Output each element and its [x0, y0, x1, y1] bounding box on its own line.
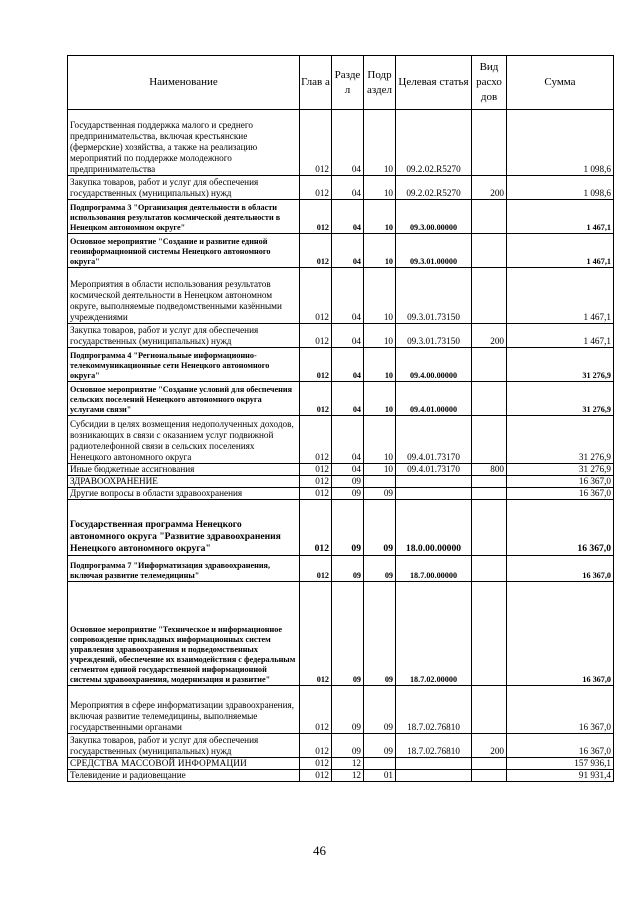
table-row [68, 476, 614, 488]
cell-sum: 16 367,0 [507, 734, 614, 758]
cell-razdel: 04 [332, 268, 364, 324]
cell-vid [472, 234, 507, 268]
cell-razdel: 04 [332, 382, 364, 416]
cell-podrazdel: 09 [364, 556, 396, 582]
cell-glava: 012 [300, 556, 332, 582]
cell-glava: 012 [300, 758, 332, 770]
cell-target: 09.4.01.73170 [396, 464, 472, 476]
cell-name: Основное мероприятие "Создание и развитие единой геоинформационной системы Ненецкого автономного округа" [68, 234, 300, 268]
cell-vid: 200 [472, 734, 507, 758]
cell-name: Государственная программа Ненецкого автономного округа "Развитие здравоохранения Ненецкого автономного округа" [68, 500, 300, 556]
cell-vid [472, 758, 507, 770]
table-row [68, 268, 614, 324]
cell-vid [472, 556, 507, 582]
cell-glava: 012 [300, 176, 332, 200]
cell-target: 09.3.01.73150 [396, 324, 472, 348]
header-razdel: Разде л [332, 56, 364, 110]
cell-razdel: 04 [332, 464, 364, 476]
cell-glava: 012 [300, 416, 332, 464]
cell-sum: 157 936,1 [507, 758, 614, 770]
cell-name: Телевидение и радиовещание [68, 770, 300, 782]
cell-podrazdel: 09 [364, 734, 396, 758]
cell-target: 09.2.02.R5270 [396, 110, 472, 176]
cell-razdel: 12 [332, 770, 364, 782]
cell-razdel: 04 [332, 234, 364, 268]
table-row [68, 348, 614, 382]
cell-target [396, 758, 472, 770]
cell-name: Мероприятия в сфере информатизации здравоохранения, включая развитие телемедицины, выполняемые государственными органами [68, 686, 300, 734]
cell-name: Подпрограмма 4 "Региональные информационно-телекоммуникационные сети Ненецкого автономного округа" [68, 348, 300, 382]
table-row [68, 758, 614, 770]
cell-podrazdel: 09 [364, 686, 396, 734]
cell-target [396, 488, 472, 500]
cell-name: Основное мероприятие "Техническое и информационное сопровождение прикладных информационных систем управления здравоохранения и подведомственных учреждений, обеспечение их взаимодействия с федеральным сегментом единой государственной информационной системы здравоохранения, модернизация и развитие" [68, 582, 300, 686]
cell-target: 18.0.00.00000 [396, 500, 472, 556]
cell-razdel: 12 [332, 758, 364, 770]
cell-razdel: 04 [332, 110, 364, 176]
cell-name: Основное мероприятие "Создание условий для обеспечения сельских поселений Ненецкого автономного округа услугами связи" [68, 382, 300, 416]
cell-vid [472, 686, 507, 734]
cell-target: 09.3.00.00000 [396, 200, 472, 234]
header-vid: Вид расхо дов [472, 56, 507, 110]
cell-sum: 16 367,0 [507, 686, 614, 734]
cell-razdel: 04 [332, 348, 364, 382]
cell-glava: 012 [300, 488, 332, 500]
cell-sum: 1 467,1 [507, 324, 614, 348]
cell-target: 09.2.02.R5270 [396, 176, 472, 200]
table-row [68, 556, 614, 582]
cell-glava: 012 [300, 734, 332, 758]
cell-target: 18.7.02.00000 [396, 582, 472, 686]
cell-glava: 012 [300, 770, 332, 782]
cell-podrazdel: 10 [364, 176, 396, 200]
cell-sum: 1 467,1 [507, 234, 614, 268]
cell-vid [472, 268, 507, 324]
cell-sum: 31 276,9 [507, 416, 614, 464]
cell-glava: 012 [300, 500, 332, 556]
header-name: Наименование [68, 56, 300, 110]
cell-razdel: 09 [332, 734, 364, 758]
cell-sum: 31 276,9 [507, 382, 614, 416]
cell-sum: 1 467,1 [507, 268, 614, 324]
cell-name: Подпрограмма 7 "Информатизация здравоохранения, включая развитие телемедицины" [68, 556, 300, 582]
page-number: 46 [313, 843, 326, 858]
cell-podrazdel [364, 758, 396, 770]
cell-sum: 16 367,0 [507, 582, 614, 686]
table-row [68, 324, 614, 348]
cell-podrazdel: 10 [364, 110, 396, 176]
cell-vid [472, 488, 507, 500]
cell-target: 09.4.01.00000 [396, 382, 472, 416]
cell-target: 09.3.01.00000 [396, 234, 472, 268]
cell-name: Подпрограмма 3 "Организация деятельности в области использования результатов космической деятельности в Ненецком автономном округе" [68, 200, 300, 234]
cell-podrazdel: 10 [364, 200, 396, 234]
cell-glava: 012 [300, 582, 332, 686]
table-row [68, 488, 614, 500]
cell-glava: 012 [300, 234, 332, 268]
cell-target [396, 770, 472, 782]
cell-glava: 012 [300, 324, 332, 348]
cell-name: Государственная поддержка малого и среднего предпринимательства, включая крестьянские (фермерские) хозяйства, а также на реализацию мероприятий по поддержке молодежного предпринимательства [68, 110, 300, 176]
cell-glava: 012 [300, 348, 332, 382]
cell-glava: 012 [300, 110, 332, 176]
cell-podrazdel: 01 [364, 770, 396, 782]
cell-target: 09.4.01.73170 [396, 416, 472, 464]
cell-vid [472, 200, 507, 234]
cell-razdel: 09 [332, 476, 364, 488]
table-row [68, 110, 614, 176]
table-row [68, 416, 614, 464]
cell-sum: 16 367,0 [507, 556, 614, 582]
cell-name: Мероприятия в области использования результатов космической деятельности в Ненецком автономном округе, выполняемые подведомственными казёнными учреждениями [68, 268, 300, 324]
cell-target: 18.7.02.76810 [396, 686, 472, 734]
cell-target: 09.3.01.73150 [396, 268, 472, 324]
cell-glava: 012 [300, 268, 332, 324]
cell-name: Закупка товаров, работ и услуг для обеспечения государственных (муниципальных) нужд [68, 734, 300, 758]
cell-podrazdel: 09 [364, 582, 396, 686]
cell-sum: 16 367,0 [507, 476, 614, 488]
cell-name: Иные бюджетные ассигнования [68, 464, 300, 476]
cell-razdel: 09 [332, 686, 364, 734]
cell-razdel: 09 [332, 582, 364, 686]
cell-razdel: 04 [332, 176, 364, 200]
cell-podrazdel [364, 476, 396, 488]
cell-sum: 1 467,1 [507, 200, 614, 234]
cell-razdel: 09 [332, 500, 364, 556]
cell-razdel: 04 [332, 324, 364, 348]
table-row [68, 500, 614, 556]
cell-vid: 200 [472, 324, 507, 348]
cell-podrazdel: 10 [364, 348, 396, 382]
cell-glava: 012 [300, 686, 332, 734]
cell-name: Закупка товаров, работ и услуг для обеспечения государственных (муниципальных) нужд [68, 176, 300, 200]
cell-vid [472, 582, 507, 686]
cell-glava: 012 [300, 464, 332, 476]
cell-podrazdel: 10 [364, 416, 396, 464]
budget-table [67, 55, 614, 782]
header-sum: Сумма [507, 56, 614, 110]
table-body [68, 110, 614, 782]
cell-target: 18.7.00.00000 [396, 556, 472, 582]
header-target: Целевая статья [396, 56, 472, 110]
table-row [68, 234, 614, 268]
table-header-row [68, 56, 614, 110]
cell-podrazdel: 10 [364, 464, 396, 476]
cell-name: СРЕДСТВА МАССОВОЙ ИНФОРМАЦИИ [68, 758, 300, 770]
cell-vid [472, 416, 507, 464]
cell-target [396, 476, 472, 488]
cell-podrazdel: 09 [364, 488, 396, 500]
cell-razdel: 04 [332, 200, 364, 234]
table-row [68, 582, 614, 686]
table-row [68, 176, 614, 200]
table-row [68, 734, 614, 758]
cell-podrazdel: 10 [364, 234, 396, 268]
cell-name: ЗДРАВООХРАНЕНИЕ [68, 476, 300, 488]
cell-podrazdel: 10 [364, 324, 396, 348]
cell-sum: 31 276,9 [507, 464, 614, 476]
cell-sum: 16 367,0 [507, 500, 614, 556]
cell-razdel: 04 [332, 416, 364, 464]
cell-vid [472, 382, 507, 416]
header-podrazdel: Подр аздел [364, 56, 396, 110]
cell-podrazdel: 09 [364, 500, 396, 556]
cell-name: Субсидии в целях возмещения недополученных доходов, возникающих в связи с оказанием услуг подвижной радиотелефонной связи в сельских поселениях Ненецкого автономного округа [68, 416, 300, 464]
cell-sum: 1 098,6 [507, 176, 614, 200]
table-row [68, 770, 614, 782]
cell-vid: 800 [472, 464, 507, 476]
cell-podrazdel: 10 [364, 382, 396, 416]
cell-vid [472, 348, 507, 382]
header-glava: Глав а [300, 56, 332, 110]
cell-vid [472, 110, 507, 176]
cell-razdel: 09 [332, 488, 364, 500]
table-row [68, 200, 614, 234]
cell-razdel: 09 [332, 556, 364, 582]
cell-target: 18.7.02.76810 [396, 734, 472, 758]
cell-sum: 1 098,6 [507, 110, 614, 176]
cell-glava: 012 [300, 476, 332, 488]
cell-name: Другие вопросы в области здравоохранения [68, 488, 300, 500]
cell-vid: 200 [472, 176, 507, 200]
table-row [68, 686, 614, 734]
cell-glava: 012 [300, 382, 332, 416]
cell-podrazdel: 10 [364, 268, 396, 324]
cell-sum: 16 367,0 [507, 488, 614, 500]
cell-vid [472, 770, 507, 782]
cell-vid [472, 500, 507, 556]
cell-sum: 31 276,9 [507, 348, 614, 382]
table-row [68, 464, 614, 476]
cell-name: Закупка товаров, работ и услуг для обеспечения государственных (муниципальных) нужд [68, 324, 300, 348]
table-row [68, 382, 614, 416]
cell-glava: 012 [300, 200, 332, 234]
cell-target: 09.4.00.00000 [396, 348, 472, 382]
cell-vid [472, 476, 507, 488]
cell-sum: 91 931,4 [507, 770, 614, 782]
